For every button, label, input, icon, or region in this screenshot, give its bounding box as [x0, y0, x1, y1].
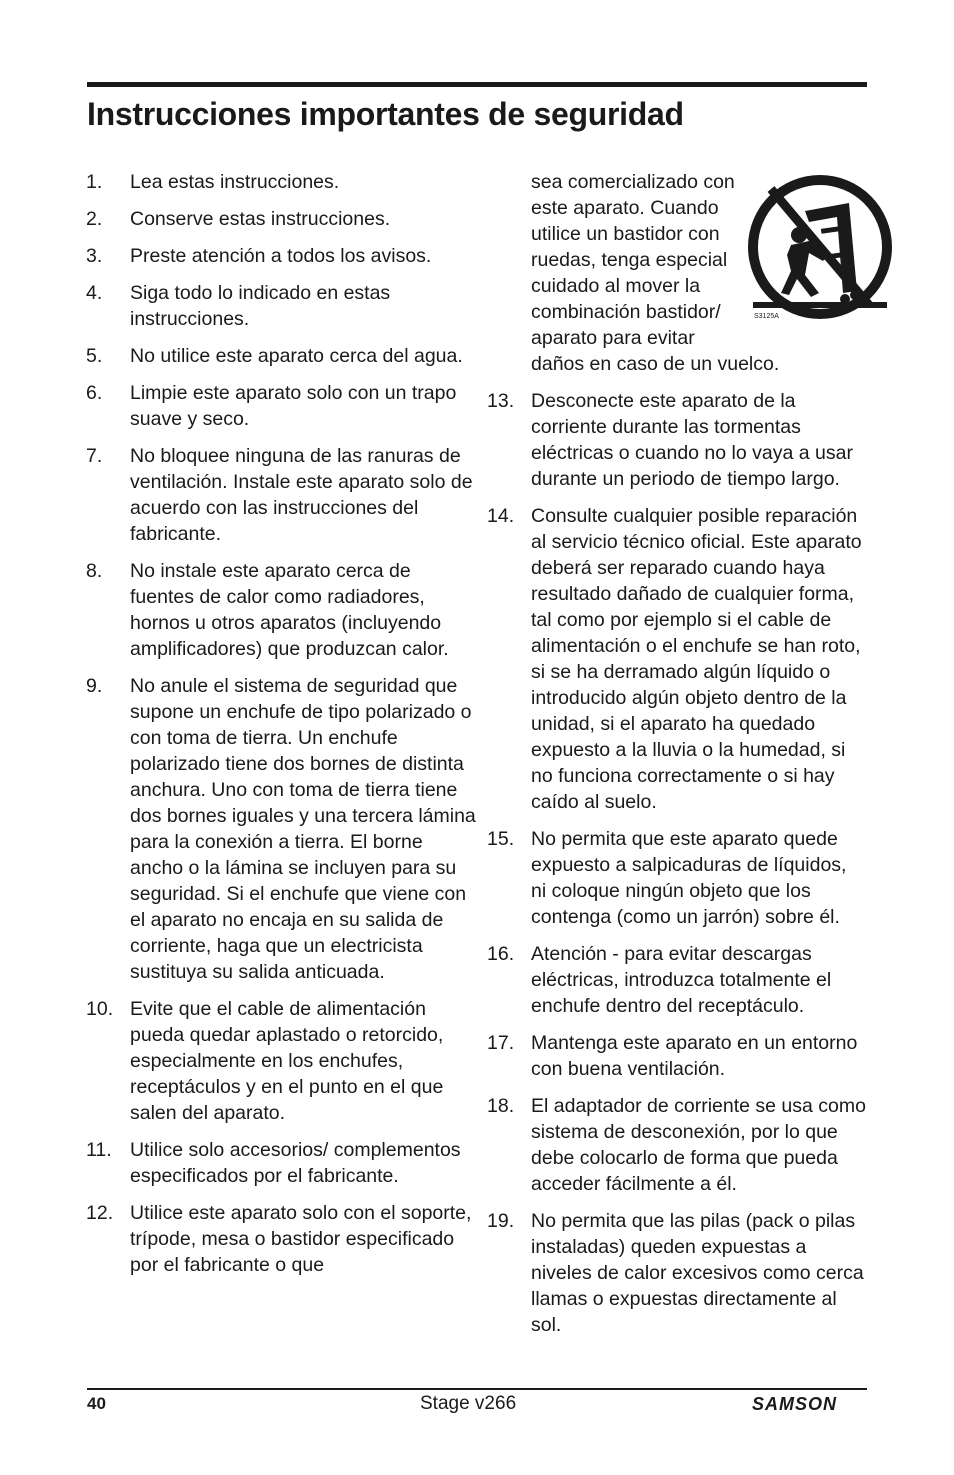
item-text: Siga todo lo indicado en estas instrucciones. — [130, 282, 391, 330]
cart-tip-over-warning-icon — [747, 175, 893, 321]
right-column — [487, 169, 867, 1349]
left-column — [86, 169, 476, 1289]
continuation-line: daños en caso de un vuelco. — [531, 353, 780, 375]
list-item — [487, 826, 867, 930]
item-text: No bloquee ninguna de las ranuras de ventilación. Instale este aparato solo de acuerdo con las instrucciones del fabricante. — [130, 445, 473, 545]
page-number: 40 — [87, 1394, 106, 1413]
item-text: Atención - para evitar descargas eléctricas, introduzca totalmente el enchufe dentro del receptáculo. — [531, 943, 832, 1017]
item-number: 7. — [86, 445, 103, 467]
item-number: 1. — [86, 171, 103, 193]
item-text: Limpie este aparato solo con un trapo suave y seco. — [130, 382, 457, 430]
item-text: No anule el sistema de seguridad que supone un enchufe de tipo polarizado o con toma de tierra. Un enchufe polarizado tiene dos bornes de distinta anchura. Uno con toma de tierra tiene dos bornes iguales y una tercera lámina para la conexión a tierra. El borne ancho o la lámina se incluyen para su seguridad. Si el enchufe que viene con el aparato no encaja en su salida de corriente, haga que un electricista sustituya su salida anticuada. — [130, 675, 476, 983]
list-item — [86, 1200, 476, 1278]
item-number: 15. — [487, 828, 515, 850]
cart-warning-code: S3125A — [754, 313, 779, 320]
item-text: No instale este aparato cerca de fuentes de calor como radiadores, hornos u otros aparatos (incluyendo amplificadores) que produzcan calor. — [130, 560, 449, 660]
continuation-line: este aparato. Cuando — [531, 197, 719, 219]
item-number: 4. — [86, 282, 103, 304]
list-item — [86, 996, 476, 1126]
item-text: Mantenga este aparato en un entorno con buena ventilación. — [531, 1032, 858, 1080]
list-item — [487, 941, 867, 1019]
document-name: Stage v266 — [420, 1393, 517, 1414]
list-item — [86, 169, 476, 195]
item-number: 17. — [487, 1032, 515, 1054]
list-item — [487, 1093, 867, 1197]
footer-rule — [87, 1388, 867, 1390]
item-number: 3. — [86, 245, 103, 267]
list-item — [86, 343, 476, 369]
item-text: Preste atención a todos los avisos. — [130, 245, 432, 267]
continuation-line: cuidado al mover la — [531, 275, 701, 297]
item-number: 16. — [487, 943, 515, 965]
item-number: 9. — [86, 675, 103, 697]
list-item — [86, 443, 476, 547]
item-text: Evite que el cable de alimentación pueda quedar aplastado o retorcido, especialmente en los enchufes, receptáculos y en el punto en el que salen del aparato. — [130, 998, 444, 1124]
list-item — [86, 1137, 476, 1189]
list-item — [86, 558, 476, 662]
brand-logo: SAMSON — [752, 1394, 838, 1414]
item-number: 12. — [86, 1202, 114, 1224]
continuation-line: combinación bastidor/ — [531, 301, 721, 323]
list-item — [487, 1208, 867, 1338]
item-text: Lea estas instrucciones. — [130, 171, 340, 193]
item-text: El adaptador de corriente se usa como sistema de desconexión, por lo que debe colocarlo de forma que pueda acceder fácilmente a él. — [531, 1095, 866, 1195]
item-number: 13. — [487, 390, 515, 412]
item-text: Utilice solo accesorios/ complementos especificados por el fabricante. — [130, 1139, 461, 1187]
item-text: Utilice este aparato solo con el soporte, trípode, mesa o bastidor especificado por el fabricante o que — [130, 1202, 472, 1276]
continuation-line: utilice un bastidor con — [531, 223, 720, 245]
item-text: No permita que este aparato quede expuesto a salpicaduras de líquidos, ni coloque ningún objeto que los contenga (como un jarrón) sobre él. — [531, 828, 847, 928]
item-number: 6. — [86, 382, 103, 404]
item-text: No utilice este aparato cerca del agua. — [130, 345, 463, 367]
list-item — [487, 1030, 867, 1082]
item-number: 18. — [487, 1095, 515, 1117]
item-number: 2. — [86, 208, 103, 230]
item-number: 8. — [86, 560, 103, 582]
item-number: 14. — [487, 505, 515, 527]
list-item — [86, 380, 476, 432]
item-number: 11. — [86, 1139, 112, 1161]
header-rule — [87, 82, 867, 87]
continuation-line: ruedas, tenga especial — [531, 249, 728, 271]
item-text: No permita que las pilas (pack o pilas instaladas) queden expuestas a niveles de calor excesivos como cerca llamas o expuestas directamente al sol. — [531, 1210, 864, 1336]
list-item — [487, 503, 867, 815]
item-number: 10. — [86, 998, 114, 1020]
list-item — [86, 673, 476, 985]
list-item — [487, 388, 867, 492]
item-text: Conserve estas instrucciones. — [130, 208, 391, 230]
list-item — [86, 280, 476, 332]
continuation-line: aparato para evitar — [531, 327, 695, 349]
continuation-line: sea comercializado con — [531, 171, 735, 193]
item-number: 5. — [86, 345, 103, 367]
page-title: Instrucciones importantes de seguridad — [87, 96, 684, 132]
list-item — [86, 206, 476, 232]
list-item — [86, 243, 476, 269]
item-text: Desconecte este aparato de la corriente durante las tormentas eléctricas o cuando no lo vaya a usar durante un periodo de tiempo largo. — [531, 390, 853, 490]
item-text: Consulte cualquier posible reparación al servicio técnico oficial. Este aparato deberá ser reparado cuando haya resultado dañado de cualquier forma, tal como por ejemplo si el cable de alimentación o el enchufe se han roto, si se ha derramado algún líquido o introducido algún objeto dentro de la unidad, si el aparato ha quedado expuesto a la lluvia o la humedad, si no funciona correctamente o si hay caído al suelo. — [531, 505, 862, 813]
item-number: 19. — [487, 1210, 515, 1232]
